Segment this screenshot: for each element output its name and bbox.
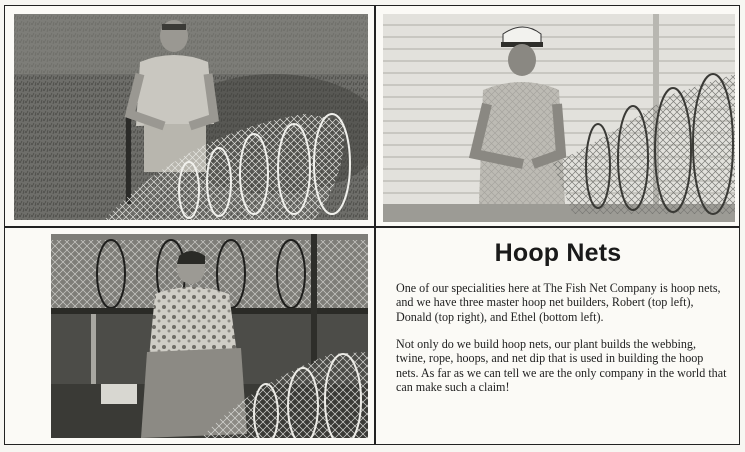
photo-ethel-hoop-net-builder [51,234,368,438]
photo-robert-hoop-net-builder [14,14,368,220]
intro-paragraph: One of our specialities here at The Fish Net Company is hoop nets, and we have three master hoop net builders, Robert (top left), Donald (top right), and Ethel (bottom left). [396,281,721,324]
claim-paragraph: Not only do we build hoop nets, our plant builds the webbing, twine, rope, hoops, and net dip that is used in building the hoop nets. As far as we can tell we are the only company in the world that can make such a claim! [396,337,727,395]
hoop-nets-text-panel [385,234,731,439]
page-title: Hoop Nets [494,239,622,267]
horizontal-divider [5,226,739,228]
vertical-divider [374,6,376,444]
photo-donald-hoop-net-builder [383,14,735,222]
brochure-sheet [4,5,740,445]
